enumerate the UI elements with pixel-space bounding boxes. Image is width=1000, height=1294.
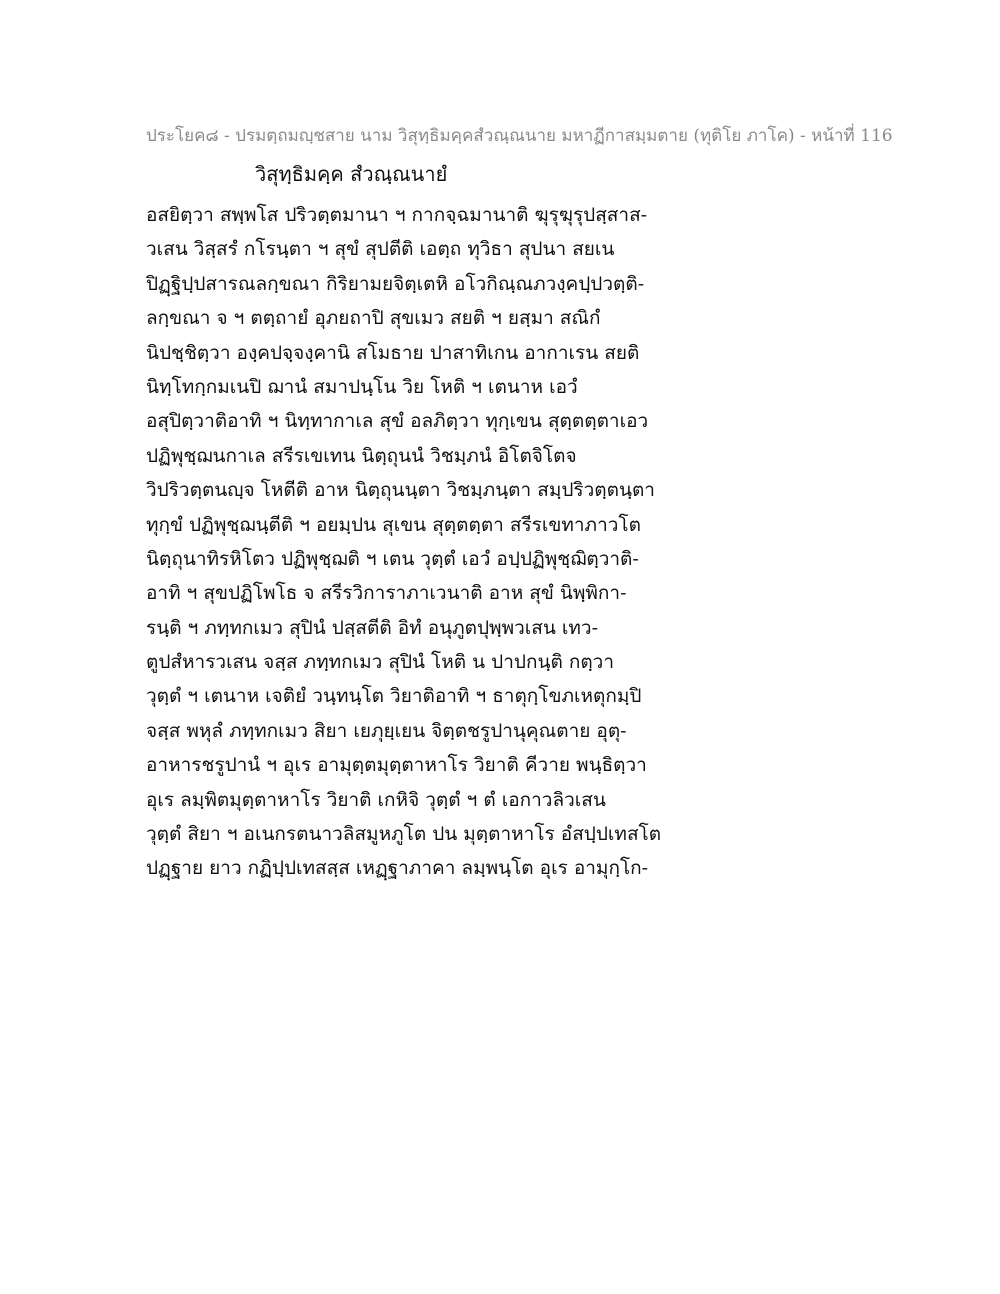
text-line: นิปชฺชิตฺวา องฺคปจฺจงฺคานิ สโมธาย ปาสาทิเกน อากาเรน สยติ (146, 341, 640, 364)
text-line: ลกฺขณา จ ฯ ตตฺถายํ อุภยถาปิ สุขเมว สยติ ฯ ยสฺมา สณิกํ (146, 307, 601, 330)
text-line: วุตฺตํ สิยา ฯ อเนกรตนาวลิสมูหภูโต ปน มุตฺตาหาโร อํสปฺปเทสโต (146, 823, 662, 846)
text-line: อสุปิตฺวาติอาทิ ฯ นิทฺทากาเล สุขํ อลภิตฺวา ทุกฺเขน สุตฺตตฺตาเอว (146, 410, 649, 433)
text-line: อสยิตฺวา สพฺพโส ปริวตฺตมานา ฯ กากจฺฉมานาติ ฆุรุฆุรุปสฺสาส- (146, 204, 648, 226)
text-line: ทุกฺขํ ปฏิพุชฺฌนฺตีติ ฯ อยมฺปน สุเขน สุตฺตตฺตา สรีรเขทาภาวโต (146, 513, 641, 536)
text-line: ปิฏฺฐิปฺปสารณลกฺขณา กิริยามยจิตฺเตหิ อโวกิณฺณภวงฺคปฺปวตฺติ- (146, 272, 645, 295)
text-line: นิทฺโทกฺกมเนปิ ฌานํ สมาปนฺโน วิย โหติ ฯ เตนาห เอวํ (146, 375, 578, 398)
text-line: อุเร ลมฺพิตมุตฺตาหาโร วิยาติ เกหิจิ วุตฺตํ ฯ ตํ เอกาวลิวเสน (146, 788, 606, 811)
text-line: นิตฺถุนาทิรหิโตว ปฏิพุชฺฌติ ฯ เตน วุตฺตํ เอวํ อปฺปฏิพุชฺฌิตฺวาติ- (146, 547, 639, 570)
text-line: อาหารชรูปานํ ฯ อุเร อามุตฺตมุตฺตาหาโร วิยาติ คีวาย พนฺธิตฺวา (146, 754, 647, 777)
section-title: วิสุทฺธิมคฺค สํวณฺณนายํ (255, 162, 448, 186)
text-line: รนฺติ ฯ ภทฺทกเมว สุปินํ ปสฺสตีติ อิทํ อนุภูตปุพฺพวเสน เทว- (146, 616, 598, 639)
text-line: อาทิ ฯ สุขปฏิโพโธ จ สรีรวิการาภาเวนาติ อาห สุขํ นิพฺพิกา- (146, 582, 627, 605)
text-line: ปฏิพุชฺฌนกาเล สรีรเขเทน นิตฺถุนนํ วิชมฺภนํ อิโตจิโตจ (146, 444, 577, 467)
text-line: ปฏฺฐาย ยาว กฏิปฺปเทสสฺส เหฏฺฐาภาคา ลมฺพนฺโต อุเร อามุกฺโก- (146, 857, 649, 880)
text-line: วุตฺตํ ฯ เตนาห เจติยํ วนฺทนฺโต วิยาติอาทิ ฯ ธาตุกฺโขภเหตุกมฺปิ (146, 685, 642, 708)
text-line: ตูปสํหารวเสน จสฺส ภทฺทกเมว สุปินํ โหติ น ปาปกนฺติ กตฺวา (146, 651, 615, 674)
text-line: วิปริวตฺตนญฺจ โหตีติ อาห นิตฺถุนนฺตา วิชมฺภนฺตา สมฺปริวตฺตนฺตา (146, 479, 655, 502)
body-text (146, 198, 866, 886)
text-line: จสฺส พหุลํ ภทฺทกเมว สิยา เยภุยฺเยน จิตฺตชรูปานุคุณตาย อุตุ- (146, 719, 627, 742)
text-line: วเสน วิสฺสรํ กโรนฺตา ฯ สุขํ สุปตีติ เอตฺถ ทุวิธา สุปนา สยเน (146, 238, 615, 261)
page-header-running-title: ประโยค๘ - ปรมตฺถมญฺชสาย นาม วิสุทฺธิมคฺคสํวณฺณนาย มหาฏีกาสมฺมตาย (ทุติโย ภาโค) - หน้าที่ 116 (146, 126, 893, 146)
